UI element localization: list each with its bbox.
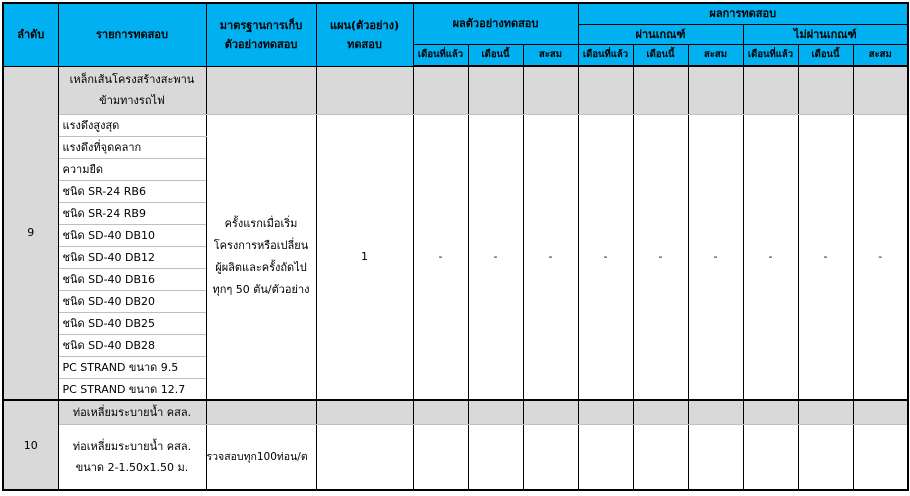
section-9-sample-last-month: - bbox=[413, 114, 468, 400]
section-9-pass-last-month: - bbox=[578, 114, 633, 400]
section-10-band-cell bbox=[523, 400, 578, 424]
test-item: ความยืด bbox=[58, 158, 206, 180]
section-10-band-cell bbox=[633, 400, 688, 424]
test-report-table bbox=[2, 2, 909, 491]
section-10-band-cell bbox=[688, 400, 743, 424]
header-sample-last-month: เดือนที่แล้ว bbox=[413, 44, 468, 66]
section-9-band-cell bbox=[413, 66, 468, 114]
section-9-band-cell bbox=[688, 66, 743, 114]
section-9-band-cell bbox=[743, 66, 798, 114]
section-9-band-title bbox=[58, 66, 206, 114]
test-item: ชนิด SD-40 DB12 bbox=[58, 246, 206, 268]
header-sampling-standard-line1: มาตรฐานการเก็บ bbox=[219, 18, 303, 32]
section-9-band-cell bbox=[523, 66, 578, 114]
section-9-band-cell bbox=[316, 66, 413, 114]
header-pass-this-month: เดือนนี้ bbox=[633, 44, 688, 66]
section-9-sample-cumulative: - bbox=[523, 114, 578, 400]
test-item: ชนิด SR-24 RB6 bbox=[58, 180, 206, 202]
test-item-line2: ขนาด 2-1.50x1.50 ม. bbox=[75, 460, 189, 474]
header-plan bbox=[316, 3, 413, 66]
section-9-plan-value: 1 bbox=[316, 114, 413, 400]
section-9-standard bbox=[206, 114, 316, 400]
header-sample-this-month: เดือนนี้ bbox=[468, 44, 523, 66]
section-9-band-cell bbox=[853, 66, 908, 114]
table-body bbox=[3, 66, 908, 490]
section-10-plan-value bbox=[316, 424, 413, 490]
section-10-band-cell bbox=[316, 400, 413, 424]
section-9-standard-line2: โครงการหรือเปลี่ยน bbox=[213, 238, 309, 252]
section-9-item-row bbox=[3, 114, 908, 136]
section-10-sample-this-month bbox=[468, 424, 523, 490]
section-9-standard-line3: ผู้ผลิตและครั้งถัดไป bbox=[215, 260, 307, 274]
section-9-band-cell bbox=[798, 66, 853, 114]
section-10-fail-this-month bbox=[798, 424, 853, 490]
test-item: PC STRAND ขนาด 12.7 bbox=[58, 378, 206, 400]
header-sampling-standard-line2: ตัวอย่างทดสอบ bbox=[224, 37, 298, 51]
section-9-fail-last-month: - bbox=[743, 114, 798, 400]
test-item: ชนิด SD-40 DB25 bbox=[58, 312, 206, 334]
header-plan-line1: แผน(ตัวอย่าง) bbox=[329, 18, 400, 32]
header-fail-this-month: เดือนนี้ bbox=[798, 44, 853, 66]
section-10-sample-cumulative bbox=[523, 424, 578, 490]
section-10-band-cell bbox=[413, 400, 468, 424]
section-9-band-row bbox=[3, 66, 908, 114]
section-9-band-cell bbox=[633, 66, 688, 114]
section-9-fail-cumulative: - bbox=[853, 114, 908, 400]
section-9-band-title-line1: เหล็กเส้นโครงสร้างสะพาน bbox=[69, 73, 195, 86]
test-item: ชนิด SD-40 DB16 bbox=[58, 268, 206, 290]
section-10-number: 10 bbox=[3, 400, 58, 490]
header-group-fail: ไม่ผ่านเกณฑ์ bbox=[743, 24, 908, 44]
section-10-pass-last-month bbox=[578, 424, 633, 490]
header-row-top bbox=[3, 3, 908, 24]
header-fail-last-month: เดือนที่แล้ว bbox=[743, 44, 798, 66]
header-group-pass: ผ่านเกณฑ์ bbox=[578, 24, 743, 44]
section-9-band-cell bbox=[578, 66, 633, 114]
section-10-band-cell bbox=[206, 400, 316, 424]
section-10-pass-cumulative bbox=[688, 424, 743, 490]
header-sample-cumulative: สะสม bbox=[523, 44, 578, 66]
test-item: ชนิด SD-40 DB28 bbox=[58, 334, 206, 356]
section-10-pass-this-month bbox=[633, 424, 688, 490]
header-plan-line2: ทดสอบ bbox=[347, 37, 382, 51]
header-pass-cumulative: สะสม bbox=[688, 44, 743, 66]
section-10-band-cell bbox=[853, 400, 908, 424]
section-10-band-cell bbox=[743, 400, 798, 424]
test-item: PC STRAND ขนาด 9.5 bbox=[58, 356, 206, 378]
test-item: แรงดึงที่จุดคลาก bbox=[58, 136, 206, 158]
section-9-fail-this-month: - bbox=[798, 114, 853, 400]
header-test-item: รายการทดสอบ bbox=[58, 3, 206, 66]
section-10-standard: รวจสอบทุก100ท่อน/ต bbox=[206, 424, 316, 490]
section-10-item-row bbox=[3, 424, 908, 490]
section-10-sample-last-month bbox=[413, 424, 468, 490]
table-header bbox=[3, 3, 908, 66]
header-no: ลำดับ bbox=[3, 3, 58, 66]
test-item-line1: ท่อเหลี่ยมระบายน้ำ คสล. bbox=[72, 439, 192, 453]
section-9-band-title-line2: ข้ามทางรถไฟ bbox=[99, 94, 165, 107]
test-item bbox=[58, 424, 206, 490]
section-9-sample-this-month: - bbox=[468, 114, 523, 400]
header-sampling-standard bbox=[206, 3, 316, 66]
test-item: ชนิด SD-40 DB20 bbox=[58, 290, 206, 312]
section-10-fail-last-month bbox=[743, 424, 798, 490]
section-10-band-row bbox=[3, 400, 908, 424]
header-group-sample-results: ผลตัวอย่างทดสอบ bbox=[413, 3, 578, 44]
test-item: แรงดึงสูงสุด bbox=[58, 114, 206, 136]
section-9-standard-line1: ครั้งแรกเมื่อเริ่ม bbox=[224, 216, 298, 230]
test-item: ชนิด SD-40 DB10 bbox=[58, 224, 206, 246]
section-10-band-cell bbox=[578, 400, 633, 424]
header-pass-last-month: เดือนที่แล้ว bbox=[578, 44, 633, 66]
header-group-test-results: ผลการทดสอบ bbox=[578, 3, 908, 24]
test-item: ชนิด SR-24 RB9 bbox=[58, 202, 206, 224]
section-10-band-title bbox=[58, 400, 206, 424]
section-9-standard-line4: ทุกๆ 50 ตัน/ตัวอย่าง bbox=[212, 282, 310, 296]
section-10-band-cell bbox=[468, 400, 523, 424]
section-9-band-cell bbox=[468, 66, 523, 114]
header-fail-cumulative: สะสม bbox=[853, 44, 908, 66]
section-9-pass-cumulative: - bbox=[688, 114, 743, 400]
section-10-fail-cumulative bbox=[853, 424, 908, 490]
section-9-band-cell bbox=[206, 66, 316, 114]
section-9-pass-this-month: - bbox=[633, 114, 688, 400]
section-9-number: 9 bbox=[3, 66, 58, 400]
section-10-band-title-line1: ท่อเหลี่ยมระบายน้ำ คสล. bbox=[72, 405, 192, 419]
section-10-band-cell bbox=[798, 400, 853, 424]
